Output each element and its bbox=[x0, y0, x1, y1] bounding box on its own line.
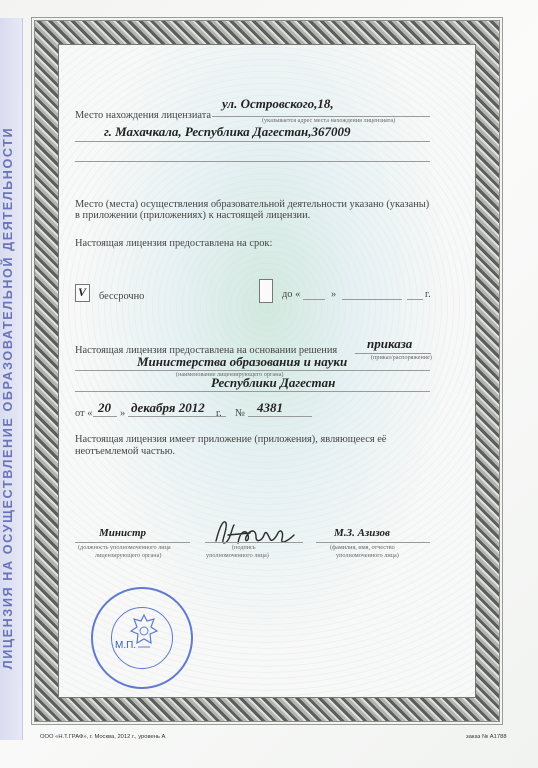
until-label: до « bbox=[282, 289, 301, 300]
signature-hint-1: (подпись bbox=[232, 544, 256, 551]
position-hint-1: (должность уполномоченного лица bbox=[78, 544, 171, 551]
year-suffix: г. bbox=[216, 408, 222, 419]
places-text-1: Место (места) осуществления образовательной деятельности указано (указаны) bbox=[75, 199, 430, 210]
decision-month-year: декабря 2012 bbox=[131, 400, 205, 415]
authority-underline-2 bbox=[75, 391, 430, 392]
number-underline bbox=[248, 416, 312, 417]
address-underline-3 bbox=[75, 161, 430, 162]
authority-line2: Республики Дагестан bbox=[211, 375, 336, 390]
name-underline bbox=[316, 542, 430, 543]
address-line1: ул. Островского,18, bbox=[222, 96, 334, 111]
number-label: № bbox=[235, 408, 245, 419]
side-title: ЛИЦЕНЗИЯ НА ОСУЩЕСТВЛЕНИЕ ОБРАЗОВАТЕЛЬНОЙ ДЕЯТЕЛЬНОСТИ bbox=[1, 126, 15, 670]
signer-name: М.З. Азизов bbox=[334, 527, 390, 539]
date-prefix: от « bbox=[75, 408, 93, 419]
until-year-suffix: г. bbox=[425, 289, 431, 300]
signer-position: Министр bbox=[99, 527, 147, 539]
places-text-2: в приложении (приложениях) к настоящей лицензии. bbox=[75, 210, 311, 221]
authority-hint: (наименование лицензирующего органа) bbox=[176, 371, 284, 378]
signature-underline bbox=[205, 542, 303, 543]
date-mid-quote: » bbox=[120, 408, 126, 419]
until-year-line bbox=[407, 299, 423, 300]
signature-hint-2: уполномоченного лица) bbox=[206, 552, 269, 559]
decision-hint: (приказ/распоряжение) bbox=[371, 354, 432, 361]
check-mark: V bbox=[78, 285, 87, 299]
term-label: Настоящая лицензия предоставлена на срок: bbox=[75, 238, 273, 249]
official-stamp bbox=[91, 587, 193, 689]
until-close-quote: » bbox=[331, 289, 337, 300]
until-day-line bbox=[303, 299, 325, 300]
decision-type: приказа bbox=[367, 336, 413, 351]
month-underline bbox=[128, 416, 226, 417]
decision-day: 20 bbox=[98, 400, 111, 415]
stamp-label: М.П. bbox=[115, 640, 137, 651]
appendix-text-1: Настоящая лицензия имеет приложение (приложения), являющееся её bbox=[75, 434, 387, 445]
signature-image bbox=[210, 513, 302, 553]
until-month-line bbox=[342, 299, 402, 300]
decision-number: 4381 bbox=[257, 400, 283, 415]
position-underline bbox=[75, 542, 190, 543]
basis-label: Настоящая лицензия предоставлена на основании решения bbox=[75, 345, 338, 356]
side-strip bbox=[0, 18, 23, 740]
address-line2: г. Махачкала, Республика Дагестан,367009 bbox=[104, 124, 351, 139]
unlimited-checkbox bbox=[75, 284, 90, 302]
footer-order: заказ № А1788 bbox=[466, 734, 507, 740]
address-underline-2 bbox=[75, 141, 430, 142]
footer-printer: ООО «Н.Т.ГРАФ», г. Москва, 2012 г., уровень А bbox=[40, 734, 166, 740]
position-hint-2: лицензирующего органа) bbox=[95, 552, 162, 559]
name-hint-2: уполномоченного лица) bbox=[336, 552, 399, 559]
address-label: Место нахождения лицензиата bbox=[75, 110, 212, 121]
unlimited-label: бессрочно bbox=[99, 291, 145, 302]
appendix-text-2: неотъемлемой частью. bbox=[75, 446, 176, 457]
address-hint: (указывается адрес места нахождения лицензиата) bbox=[262, 117, 396, 124]
authority-line1: Министерства образования и науки bbox=[137, 354, 348, 369]
name-hint-1: (фамилия, имя, отчество bbox=[330, 544, 395, 551]
until-checkbox bbox=[259, 279, 273, 303]
day-underline bbox=[93, 416, 117, 417]
